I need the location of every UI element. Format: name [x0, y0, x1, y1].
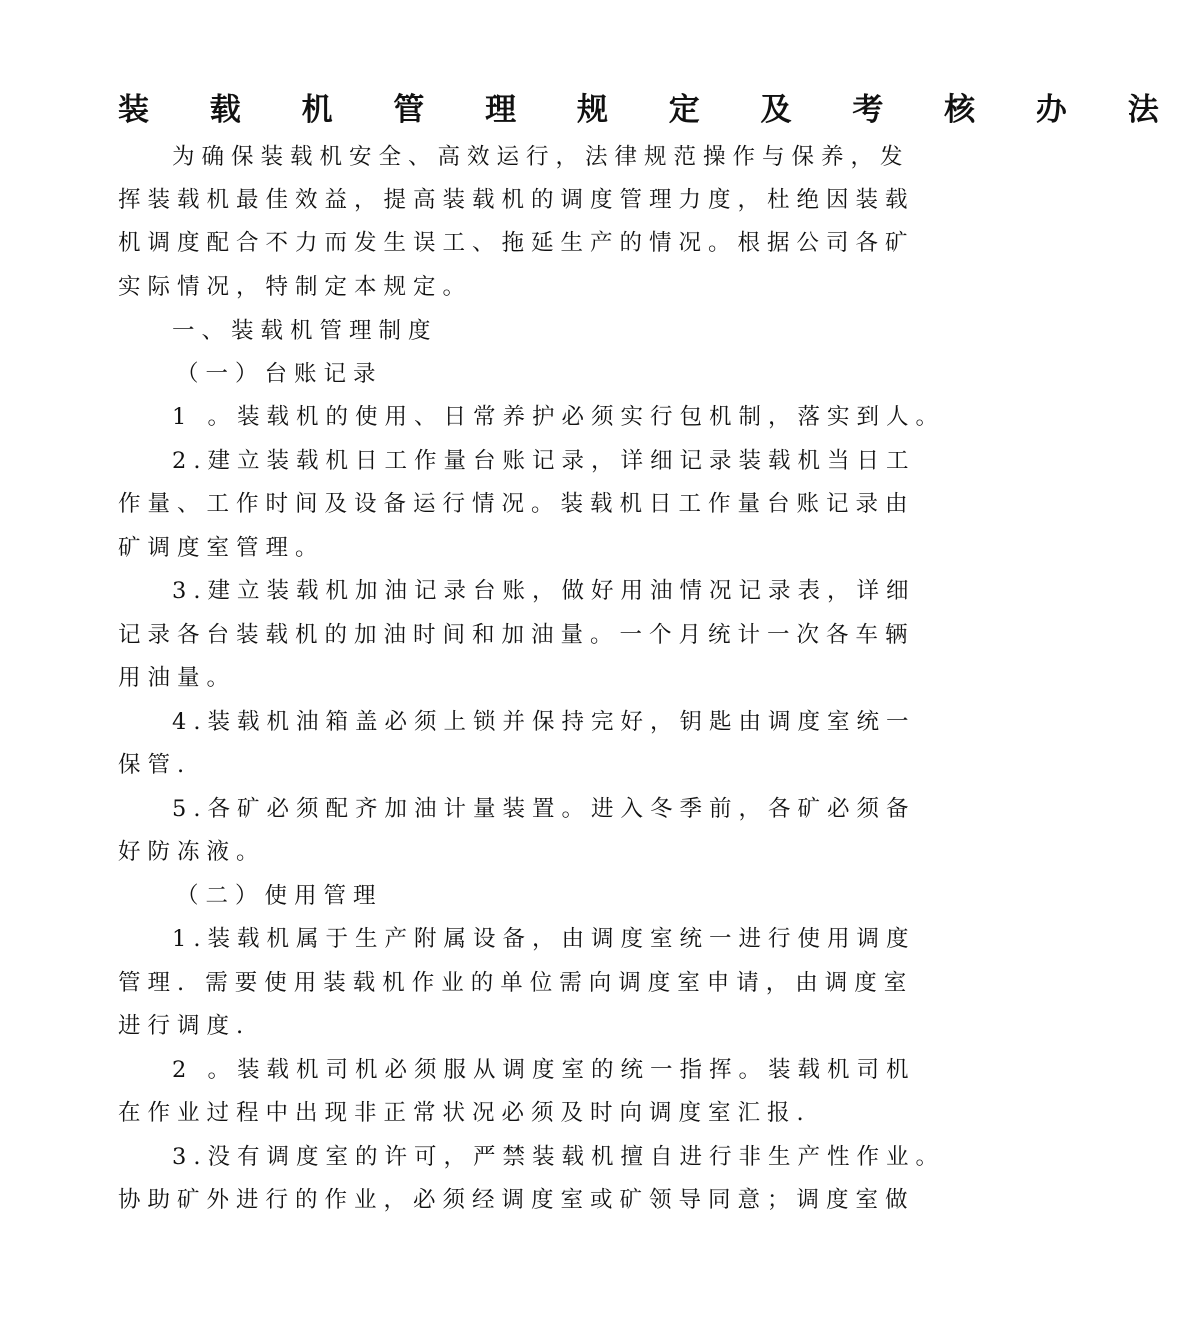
paragraph-line: 1.装载机属于生产附属设备，由调度室统一进行使用调度 — [172, 926, 916, 952]
subsection-heading: （一）台账记录 — [176, 361, 383, 387]
paragraph-line: 在作业过程中出现非正常状况必须及时向调度室汇报. — [118, 1100, 811, 1126]
paragraph-line: 矿调度室管理。 — [118, 535, 325, 561]
paragraph-line: 2 。装载机司机必须服从调度室的统一指挥。装载机司机 — [172, 1057, 916, 1083]
paragraph-line: 管理. 需要使用装载机作业的单位需向调度室申请，由调度室 — [118, 970, 914, 996]
paragraph-line: 4.装载机油箱盖必须上锁并保持完好，钥匙由调度室统一 — [172, 709, 916, 735]
paragraph-line: 协助矿外进行的作业，必须经调度室或矿领导同意；调度室做 — [118, 1187, 915, 1213]
document-title: 装 载 机 管 理 规 定 及 考 核 办 法 — [118, 92, 1184, 128]
paragraph-line: 3.建立装载机加油记录台账，做好用油情况记录表，详细 — [172, 578, 916, 604]
paragraph-line: 好防冻液。 — [118, 839, 266, 865]
paragraph-line: 5.各矿必须配齐加油计量装置。进入冬季前，各矿必须备 — [172, 796, 916, 822]
subsection-heading: （二）使用管理 — [176, 883, 383, 909]
paragraph-line: 保管. — [118, 752, 192, 778]
paragraph-line: 为确保装载机安全、高效运行，法律规范操作与保养，发 — [172, 144, 910, 170]
paragraph-line: 挥装载机最佳效益，提高装载机的调度管理力度，杜绝因装载 — [118, 187, 915, 213]
paragraph-line: 用油量。 — [118, 665, 237, 691]
paragraph-line: 机调度配合不力而发生误工、拖延生产的情况。根据公司各矿 — [118, 230, 915, 256]
paragraph-line: 1 。装载机的使用、日常养护必须实行包机制，落实到人。 — [172, 404, 945, 430]
section-heading: 一、装载机管理制度 — [172, 318, 438, 344]
paragraph-line: 2.建立装载机日工作量台账记录，详细记录装载机当日工 — [172, 448, 916, 474]
paragraph-line: 实际情况，特制定本规定。 — [118, 274, 473, 300]
paragraph-line: 进行调度. — [118, 1013, 251, 1039]
paragraph-line: 作量、工作时间及设备运行情况。装载机日工作量台账记录由 — [118, 491, 915, 517]
paragraph-line: 3.没有调度室的许可，严禁装载机擅自进行非生产性作业。 — [172, 1144, 945, 1170]
paragraph-line: 记录各台装载机的加油时间和加油量。一个月统计一次各车辆 — [118, 622, 915, 648]
